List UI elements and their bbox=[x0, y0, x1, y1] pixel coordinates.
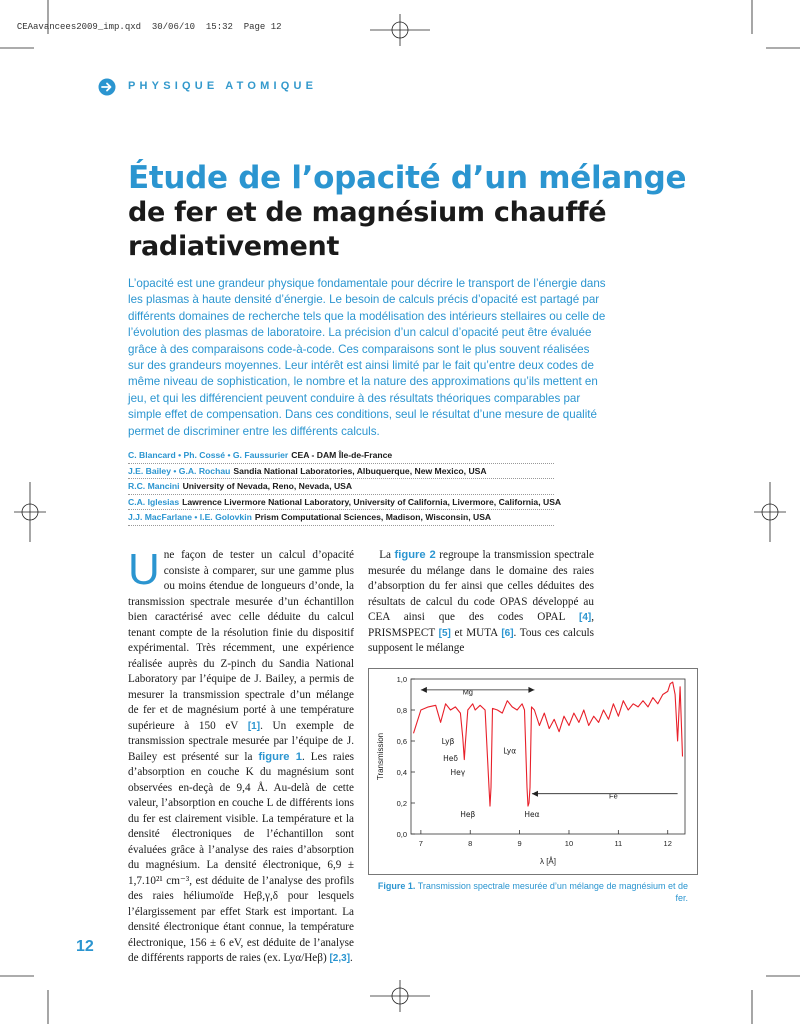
y-tick-label: 1,0 bbox=[396, 675, 407, 684]
figure-2-link[interactable]: figure 2 bbox=[394, 549, 436, 561]
x-tick-label: 8 bbox=[468, 839, 473, 848]
reference-link[interactable]: [6] bbox=[501, 627, 514, 639]
y-tick-label: 0,4 bbox=[396, 768, 407, 777]
slug-file: CEAavancees2009_imp.qxd bbox=[16, 22, 142, 32]
abstract: L’opacité est une grandeur physique fondamentale pour décrire le transport de l’énergie dans les plasmas à haute densité d’énergie. Le besoin de calculs précis d’opacité est partagé par différents domaines de recherche tels que la modélisation des intérieurs stellaires ou celle de l’évolution des plasmas de laboratoire. La précision d’un calcul d’opacité peut être évaluée grâce à des comparaisons code-à-code. Ces comparaisons sont le plus souvent réalisées sur des grandeurs moyennes. Leur intérêt est ainsi limité par le fait qu’entre deux codes de même niveau de sophistication, le nombre et la nature des approximations qu’ils mettent en jeu, et qui les différencient peuvent conduire à des résultats théoriques comparables par simple effet de compensation. Dans ces conditions, seul le résultat d’une mesure de qualité permet de discriminer entre les différents calculs. bbox=[128, 277, 606, 438]
author-row bbox=[128, 495, 562, 511]
fe-range-arrow-head bbox=[532, 791, 538, 797]
author-names: J.J. MacFarlane • I.E. Golovkin bbox=[128, 512, 252, 522]
y-tick-label: 0,6 bbox=[396, 737, 407, 746]
x-tick-label: 7 bbox=[418, 839, 423, 848]
author-affiliation: Sandia National Laboratories, Albuquerque, New Mexico, USA bbox=[233, 465, 487, 476]
x-tick-label: 11 bbox=[614, 839, 623, 848]
author-row bbox=[128, 464, 554, 480]
author-names: J.E. Bailey • G.A. Rochau bbox=[128, 465, 231, 476]
author-list bbox=[128, 448, 562, 526]
author-names: C.A. Iglesias bbox=[128, 496, 180, 507]
author-row bbox=[128, 448, 554, 464]
body-column-2 bbox=[368, 548, 594, 657]
arrow-right-circle-icon bbox=[98, 78, 116, 96]
author-affiliation: CEA - DAM Île-de-France bbox=[291, 450, 393, 460]
figure-1-link[interactable]: figure 1 bbox=[258, 750, 303, 763]
body-column-1: Une façon de tester un calcul d’opacité consiste à comparer, sur une gamme plus ou moins étendue de longueurs d’onde, la transmission spectrale mesurée d’un échantillon bien caractérisé avec celle déduite du calcul tenant compte de la résolution finie du dispositif expérimental. Très récemment, une expérience réalisée auprès du Z-pinch du Sandia National Laboratory par l’équipe de J. Bailey, a permis de mesurer la transmission spectrale d’un mélange de fer et de magnésium porté à une température supérieure à 150 eV [1]. Un exemple de transmission spectrale mesurée par l’équipe de J. Bailey est présenté sur la figure 1. Les raies d’absorption en couche K du magnésium sont observées en-deçà de 9,4 Å. Au-delà de cette valeur, l’absorption en couche L de différents ions du fer est clairement visible. La température et la densité électroniques de l’échantillon sont évaluées grâce à l’analyse des raies d’absorption du magnésium. La densité électronique, 6,9 ± 1,7.10²¹ cm⁻³, est déduite de l’analyse des profils des raies héliumoïde Heβ,γ,δ pour lesquels l’élargissement par effet Stark est important. La densité électronique étant connue, la température électronique, 156 ± 6 eV, est déduite de l’analyse de différents rapports de raies (ex. Lyα/Heβ) [2,3]. bbox=[128, 545, 355, 964]
mg-range-arrow-head-right bbox=[528, 687, 534, 693]
body-text: et MUTA bbox=[454, 626, 498, 639]
y-axis-label: Transmission bbox=[376, 732, 385, 781]
x-tick-label: 9 bbox=[517, 839, 522, 848]
body-text: . Tous ces calculs supposent le mélange bbox=[368, 626, 595, 654]
author-names: R.C. Mancini bbox=[128, 481, 180, 491]
reference-link[interactable]: [5] bbox=[438, 627, 451, 639]
x-tick-label: 12 bbox=[663, 839, 672, 848]
author-affiliation: Lawrence Livermore National Laboratory, University of California, Livermore, California, USA bbox=[182, 496, 562, 507]
page-number: 12 bbox=[76, 938, 94, 955]
body-text: . Un exemple de transmission spectrale mesurée par l’équipe de J. Bailey est présenté sur la bbox=[128, 719, 354, 763]
section-label: PHYSIQUE ATOMIQUE bbox=[128, 80, 318, 92]
title-line-1: Étude de l’opacité d’un mélange bbox=[128, 160, 687, 196]
body-text: regroupe la transmission spectrale mesurée du mélange dans le domaine des raies d’absorption du fer ainsi que celles déduites des résultats de calcul du code OPAS développé au CEA ainsi que des codes OPAL bbox=[368, 549, 595, 623]
line-label-hea: Heα bbox=[524, 809, 540, 819]
fe-label: Fe bbox=[609, 791, 618, 801]
line-label-heb: Heβ bbox=[460, 809, 476, 819]
body-text: ne façon de tester un calcul d’opacité consiste à comparer, sur une gamme plus ou moins étendue de longueurs d’onde, la transmission spectrale mesurée d’un échantillon bien caractérisé avec celle déduite du calcul tenant compte de la résolution finie du dispositif expérimental. Très récemment, une expérience réalisée auprès du Z-pinch du Sandia National Laboratory par l’équipe de J. Bailey, a permis de mesurer la transmission spectrale d’un mélange de fer et de magnésium porté à une température supérieure à 150 eV bbox=[128, 549, 354, 732]
registration-mark-left bbox=[14, 482, 46, 542]
reference-link[interactable]: [2,3] bbox=[329, 953, 351, 964]
line-label-heg: Heγ bbox=[450, 768, 466, 778]
slug-time: 15:32 bbox=[205, 22, 233, 32]
x-axis-label: λ [Å] bbox=[539, 857, 557, 866]
line-label-lya: Lyα bbox=[503, 746, 517, 756]
registration-mark-right bbox=[754, 482, 786, 542]
body-text: , PRISMSPECT bbox=[368, 611, 595, 639]
line-label-hed: Heδ bbox=[443, 754, 458, 764]
author-row bbox=[128, 510, 554, 526]
title-line-2: de fer et de magnésium chauffé radiativement bbox=[128, 197, 607, 262]
figure-caption bbox=[368, 880, 688, 904]
reference-link[interactable]: [1] bbox=[247, 720, 261, 732]
transmission-chart bbox=[369, 669, 695, 872]
drop-cap: U bbox=[128, 545, 160, 594]
author-names: C. Blancard • Ph. Cossé • G. Faussurier bbox=[128, 450, 289, 460]
reference-link[interactable]: [4] bbox=[578, 612, 592, 623]
figure-label: Figure 1. bbox=[377, 881, 416, 891]
x-tick-label: 10 bbox=[564, 839, 574, 848]
body-text: La bbox=[379, 549, 391, 561]
slug-date: 30/06/10 bbox=[151, 22, 196, 32]
y-tick-label: 0,0 bbox=[396, 830, 407, 839]
mg-range-arrow-head-left bbox=[421, 687, 427, 693]
caption-text: Transmission spectrale mesurée d’un mélange de magnésium et de fer. bbox=[417, 881, 688, 903]
body-text: . Les raies d’absorption en couche K du magnésium sont observées en-deçà de 9,4 Å. Au-delà de cette valeur, l’absorption en couche L de différents ions du fer est clairement visible. La température et la densité électroniques de l’échantillon sont évaluées grâce à l’analyse des raies d’absorption du magnésium. La densité électronique, 6,9 ± 1,7.10²¹ cm⁻³, est déduite de l’analyse des profils des raies héliumoïde Heβ,γ,δ pour lesquels l’élargissement par effet Stark est important. La densité électronique étant connue, la température électronique, 156 ± 6 eV, est déduite de l’analyse de différents rapports de raies (ex. Lyα/Heβ) bbox=[128, 750, 355, 964]
y-tick-label: 0,8 bbox=[396, 706, 407, 715]
line-label-lyb: Lyβ bbox=[441, 737, 455, 747]
slug-page: Page 12 bbox=[243, 22, 282, 32]
y-tick-label: 0,2 bbox=[396, 799, 407, 808]
author-affiliation: University of Nevada, Reno, Nevada, USA bbox=[182, 481, 353, 491]
author-row bbox=[128, 479, 554, 495]
author-affiliation: Prism Computational Sciences, Madison, Wisconsin, USA bbox=[254, 512, 492, 522]
mg-label: Mg bbox=[462, 687, 473, 697]
registration-mark-bottom bbox=[370, 980, 430, 1012]
registration-mark-top bbox=[370, 14, 430, 46]
